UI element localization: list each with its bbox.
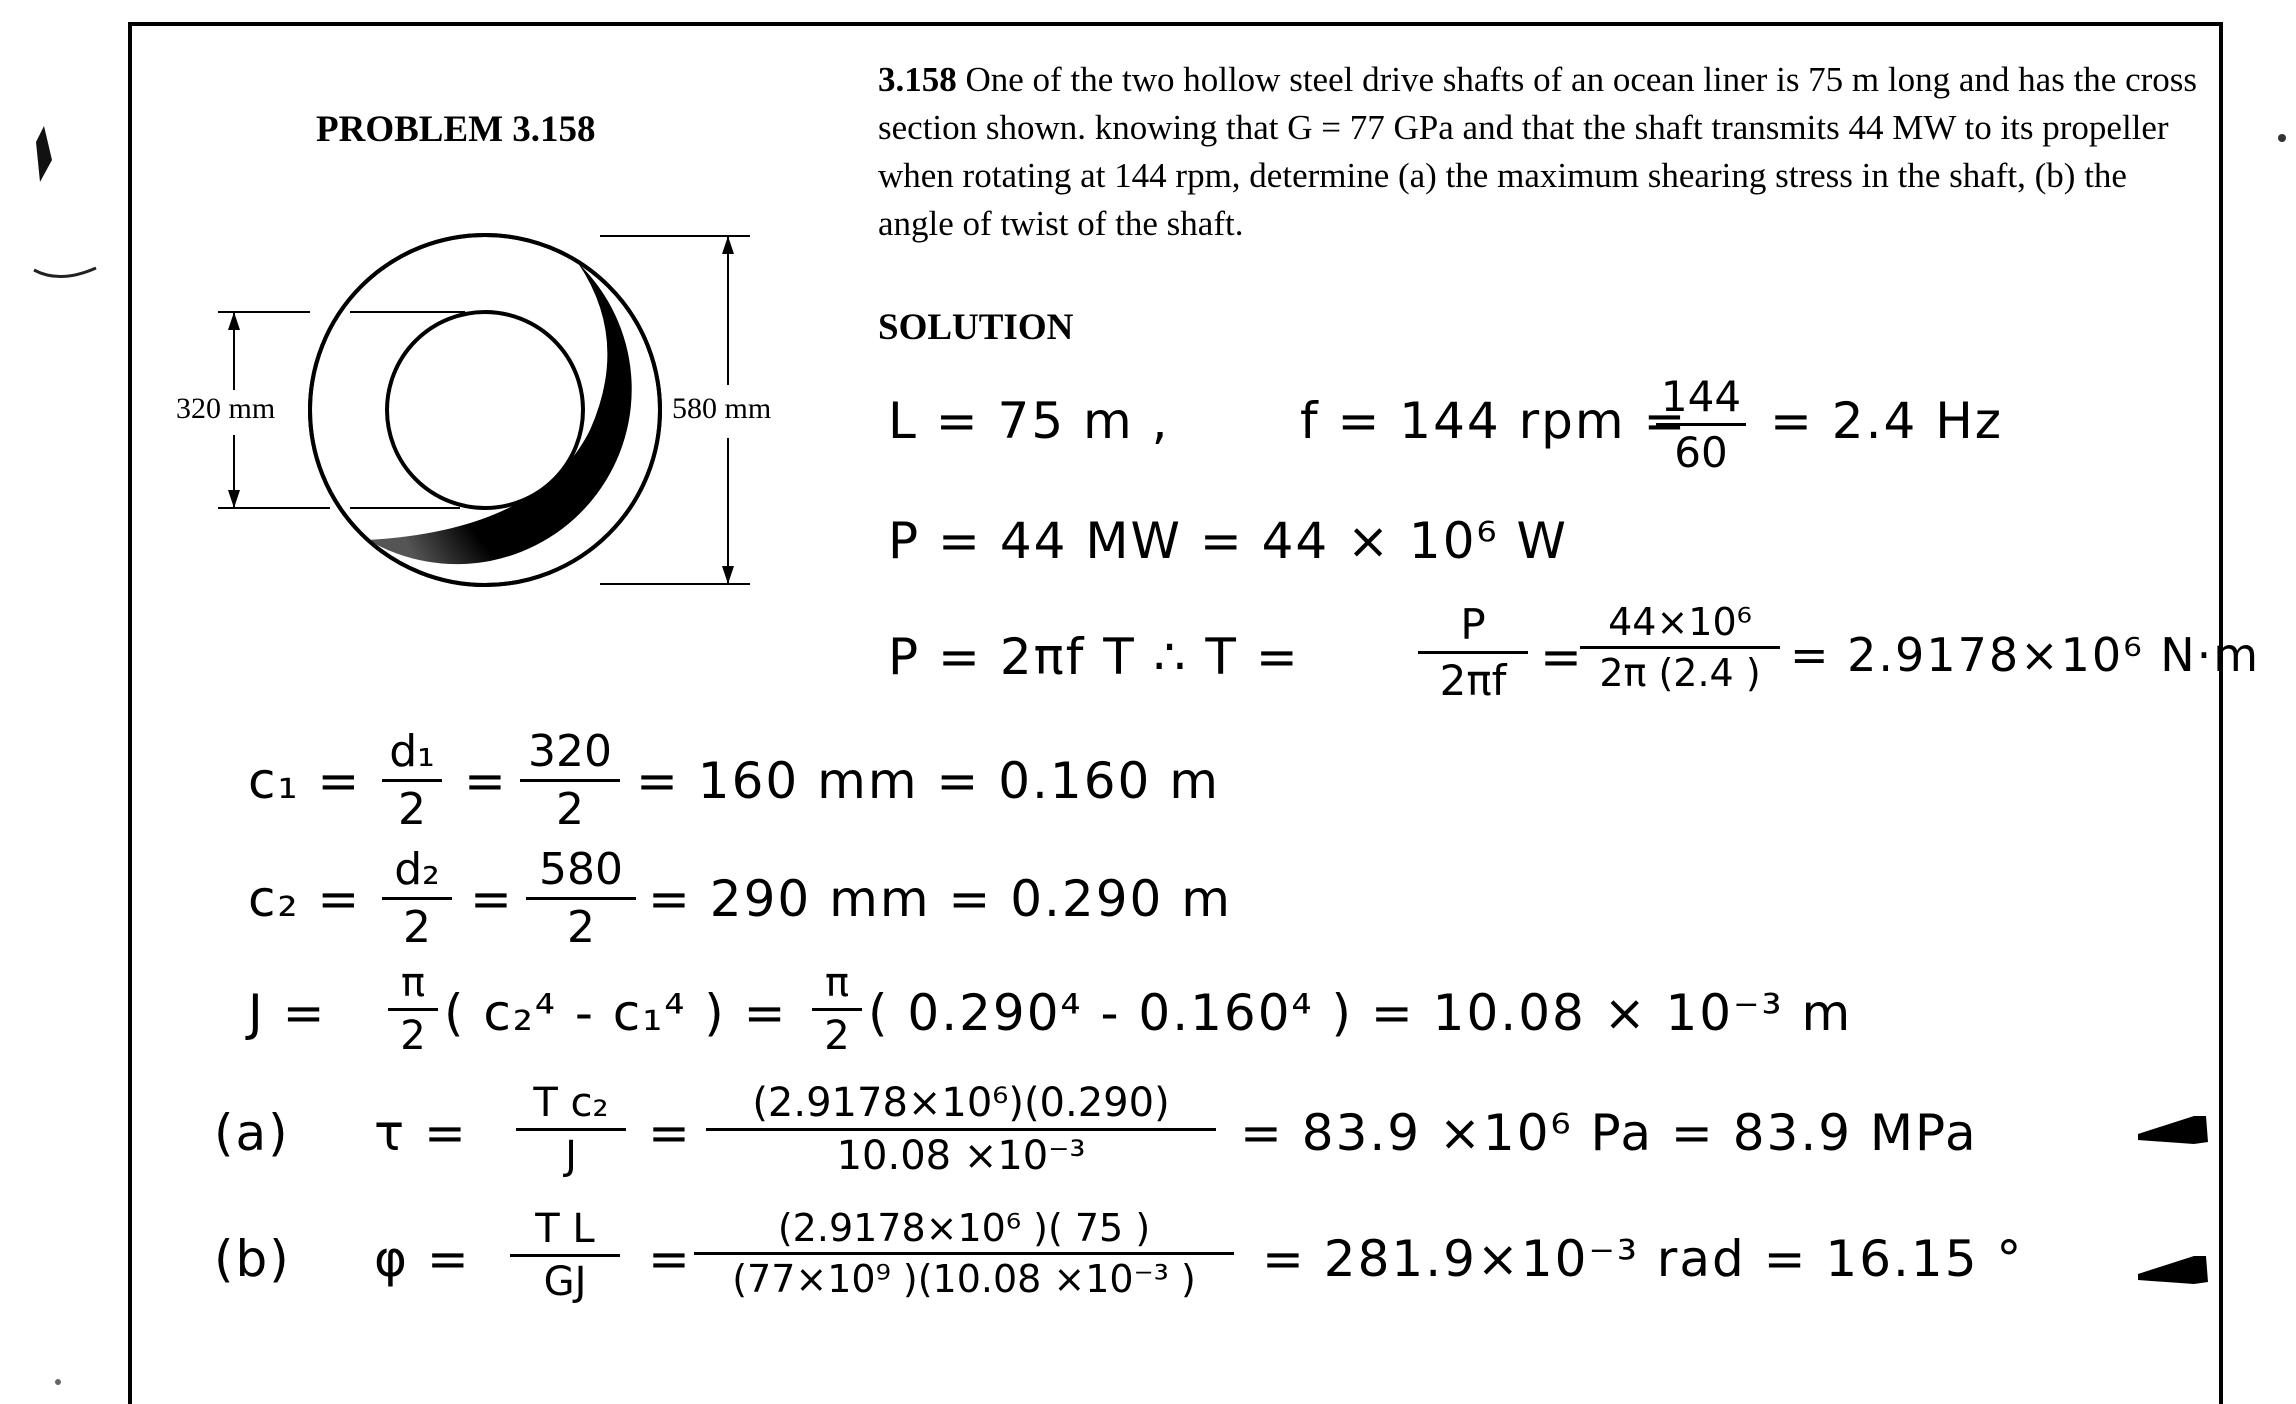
part-a-lhs: τ =	[374, 1104, 468, 1162]
part-a-fraction-2: (2.9178×10⁶)(0.290) 10.08 ×10⁻³	[706, 1080, 1216, 1179]
c2-fraction-2: 580 2	[526, 844, 636, 953]
c2-lhs: c₂ =	[248, 870, 362, 928]
c1-fraction-2: 320 2	[520, 726, 620, 835]
part-a-fraction-1: T c₂ J	[516, 1080, 626, 1179]
power-given: P = 44 MW = 44 × 10⁶ W	[888, 512, 1568, 570]
j-fraction-2: π 2	[812, 960, 862, 1059]
torque-fraction-1: P 2πf	[1418, 600, 1528, 705]
length-given: L = 75 m ,	[888, 392, 1170, 450]
part-a-label: (a)	[214, 1104, 290, 1162]
j-expression: ( c₂⁴ - c₁⁴ ) =	[444, 984, 788, 1042]
scan-mark	[34, 268, 96, 277]
part-b-label: (b)	[214, 1230, 291, 1288]
arrow-down-icon	[228, 490, 240, 508]
inner-diameter-label: 320 mm	[176, 392, 276, 425]
j-lhs: J =	[248, 984, 327, 1042]
part-b-fraction-1: T L GJ	[510, 1206, 620, 1305]
c2-result: = 290 mm = 0.290 m	[648, 870, 1232, 928]
part-b-equals: =	[648, 1230, 692, 1288]
part-b-lhs: φ =	[374, 1230, 471, 1288]
c2-fraction-1: d₂ 2	[382, 844, 452, 953]
c1-result: = 160 mm = 0.160 m	[636, 752, 1220, 810]
frequency-given: f = 144 rpm =	[1300, 392, 1688, 450]
problem-text: One of the two hollow steel drive shafts of an ocean liner is 75 m long and has the cross section shown. knowing that G = 77 GPa and that the shaft transmits 44 MW to its propeller when rotating at 144 rpm, determine (a) the maximum shearing stress in the shaft, (b) the angle of twist of the shaft.	[878, 60, 2198, 243]
torque-equation: P = 2πf T ∴ T =	[888, 628, 1300, 686]
scan-dot	[55, 1379, 61, 1385]
outer-diameter-label: 580 mm	[672, 392, 772, 425]
inner-circle	[387, 312, 583, 508]
part-a-equals: =	[648, 1104, 692, 1162]
arrow-down-icon	[722, 566, 734, 584]
torque-fraction-2: 44×10⁶ 2π (2.4 )	[1580, 600, 1780, 695]
torque-equals: =	[1540, 628, 1584, 686]
solution-heading: SOLUTION	[878, 307, 1074, 348]
j-fraction-1: π 2	[388, 960, 438, 1059]
c1-lhs: c₁ =	[248, 752, 362, 810]
j-result: ( 0.290⁴ - 0.160⁴ ) = 10.08 × 10⁻³ m	[868, 984, 1853, 1042]
scan-speck	[36, 126, 52, 182]
arrow-up-icon	[228, 312, 240, 330]
c1-fraction-1: d₁ 2	[382, 726, 442, 835]
rpm-fraction: 144 60	[1656, 372, 1746, 477]
frequency-result: = 2.4 Hz	[1770, 392, 2004, 450]
c2-equals: =	[470, 870, 514, 928]
problem-number: 3.158	[878, 60, 957, 99]
part-b-fraction-2: (2.9178×10⁶ )( 75 ) (77×10⁹ )(10.08 ×10⁻³ )	[694, 1206, 1234, 1301]
answer-marker-icon	[2136, 1112, 2212, 1148]
problem-statement	[878, 56, 2208, 248]
problem-title: PROBLEM 3.158	[316, 109, 596, 150]
part-b-result: = 281.9×10⁻³ rad = 16.15 °	[1262, 1230, 2024, 1288]
torque-result: = 2.9178×10⁶ N·m	[1790, 628, 2261, 682]
arrow-up-icon	[722, 236, 734, 254]
scan-dot	[2278, 134, 2286, 142]
part-a-result: = 83.9 ×10⁶ Pa = 83.9 MPa	[1240, 1104, 1978, 1162]
answer-marker-icon	[2136, 1252, 2212, 1288]
c1-equals: =	[464, 752, 508, 810]
